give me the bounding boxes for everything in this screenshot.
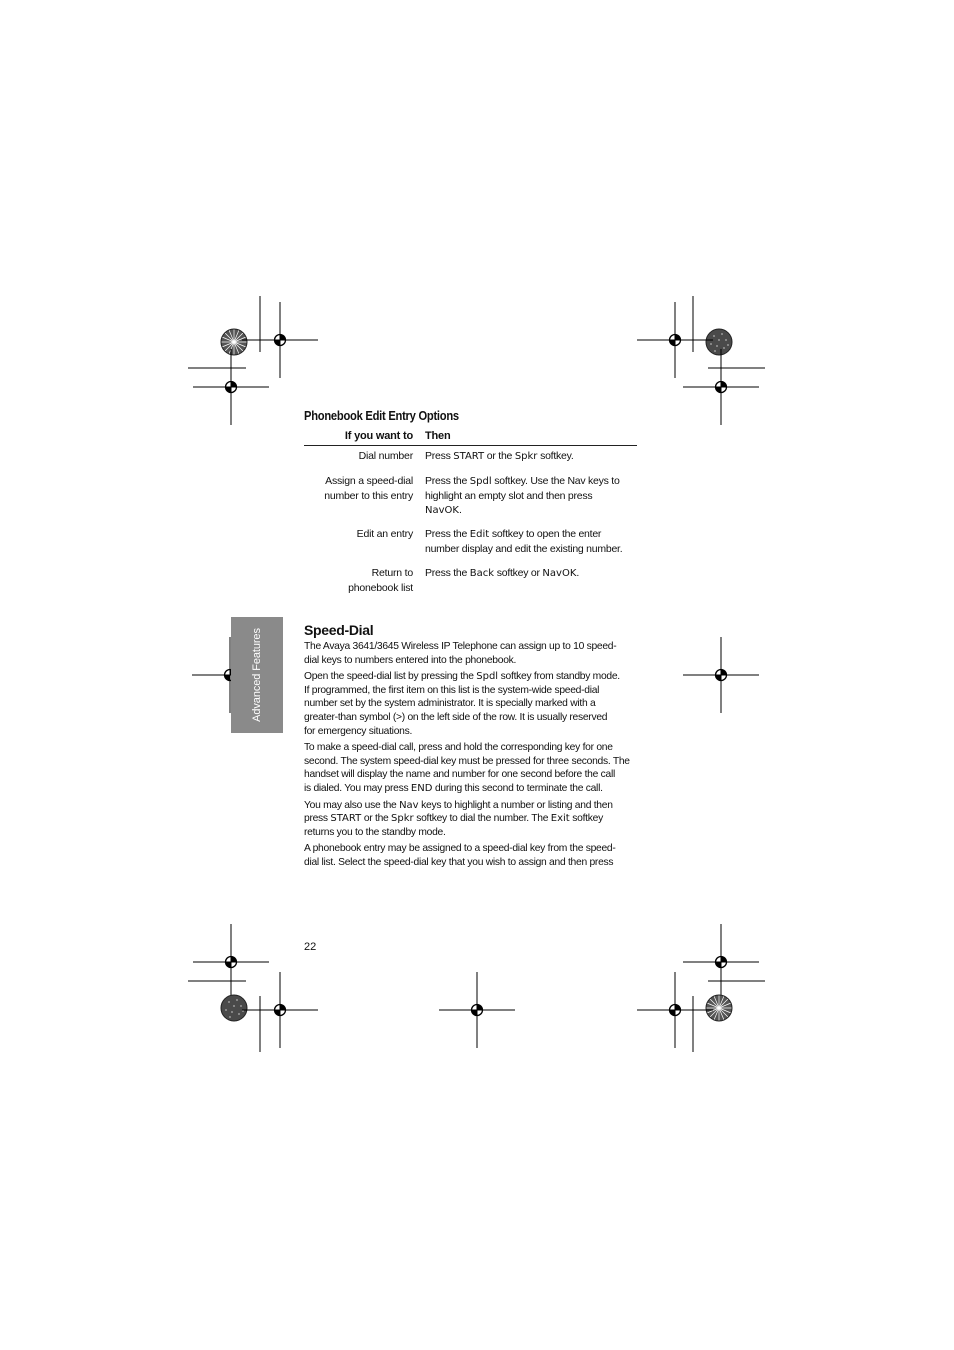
key-name: Back [469, 568, 495, 579]
text-run: softkey from standby mode. [498, 671, 620, 683]
text-run: softkey to dial the number. The [413, 813, 551, 825]
table-cell-action [425, 566, 639, 581]
page-number: 22 [304, 941, 317, 953]
text-run: returns you to the standby mode. [304, 826, 446, 838]
text-run: greater-than symbol (>) on the left side of the row. It is usually reserved [304, 711, 608, 723]
text-run: softkey. [537, 450, 574, 462]
cell-line [425, 503, 639, 518]
text-run: Press the [425, 528, 470, 540]
text-run: Press the [425, 475, 470, 487]
paragraph-line [304, 812, 638, 826]
text-run: . [458, 504, 462, 516]
cell-line: Return to [371, 567, 413, 579]
text-run: softkey. Use the Nav keys to [491, 475, 620, 487]
paragraph-line [304, 684, 638, 698]
text-run: softkey to open the enter [489, 528, 602, 540]
key-name: Spdl [469, 476, 492, 487]
text-run: is dialed. You may press [304, 782, 411, 794]
paragraph-line [304, 799, 638, 813]
table-cell-action [425, 474, 639, 518]
cell-line [425, 542, 639, 556]
text-run: . [576, 567, 580, 579]
paragraph [304, 842, 638, 869]
speed-dial-body [304, 640, 638, 873]
paragraph-line [304, 842, 638, 856]
key-name: Edit [469, 529, 490, 540]
table-cell-condition [304, 449, 413, 464]
cell-line: Dial number [358, 450, 413, 462]
text-run: keys to highlight a number or listing and then [418, 799, 613, 811]
text-run: Open the speed-dial list by pressing the [304, 671, 477, 683]
text-run: You may also use the [304, 799, 400, 811]
text-run: The Avaya 3641/3645 Wireless IP Telephone can assign up to 10 speed- [304, 641, 617, 652]
cell-line: Edit an entry [356, 528, 413, 540]
text-run: or the [484, 450, 515, 462]
section-title: Phonebook Edit Entry Options [304, 408, 459, 423]
text-run: during this second to terminate the call. [432, 782, 603, 794]
cell-line: Assign a speed-dial [325, 475, 413, 487]
paragraph-line [304, 755, 638, 769]
text-run: press [304, 813, 331, 825]
table-cell-action [425, 449, 639, 464]
table-cell-condition [304, 566, 413, 595]
paragraph [304, 741, 638, 795]
text-run: Press the [425, 567, 470, 579]
table-cell-condition [304, 474, 413, 503]
key-name: Spdl [476, 671, 499, 683]
paragraph-line [304, 654, 638, 668]
key-name: START [330, 813, 362, 825]
key-name: NavOK [542, 568, 577, 579]
table-cell-condition [304, 527, 413, 542]
text-run: Press [425, 450, 454, 462]
cell-line [425, 449, 639, 464]
paragraph-line [304, 670, 638, 684]
paragraph [304, 799, 638, 840]
text-run: To make a speed-dial call, press and hold the corresponding key for one [304, 742, 613, 754]
cell-line: phonebook list [348, 581, 413, 594]
key-name: NavOK [425, 505, 459, 516]
paragraph-line [304, 741, 638, 755]
text-run: handset will display the name and number for one second before the call [304, 769, 615, 781]
key-name: Exit [550, 813, 570, 825]
paragraph-line [304, 640, 638, 654]
text-run: dial list. Select the speed-dial key that you wish to assign and then press [304, 856, 614, 868]
paragraph-line [304, 826, 638, 840]
text-run: A phonebook entry may be assigned to a speed-dial key from the speed- [304, 843, 616, 855]
paragraph [304, 670, 638, 738]
paragraph-line [304, 856, 638, 870]
speed-dial-heading: Speed-Dial [304, 622, 374, 638]
text-run: softkey [569, 813, 603, 825]
paragraph-line [304, 725, 638, 739]
paragraph-line [304, 697, 638, 711]
key-name: Nav [399, 799, 419, 811]
cell-line [425, 527, 639, 542]
cell-line [425, 489, 639, 503]
cell-line [425, 474, 639, 489]
text-run: dial keys to numbers entered into the phonebook. [304, 654, 517, 666]
table-header-condition: If you want to [344, 430, 413, 442]
paragraph [304, 640, 638, 667]
key-name: END [410, 782, 433, 794]
key-name: Spkr [514, 451, 538, 462]
text-run: softkey or [494, 567, 543, 579]
cell-line [425, 566, 639, 581]
table-cell-action [425, 527, 639, 556]
chapter-tab-label: Advanced Features [251, 628, 263, 722]
text-run: number set by the system administrator. It is specially marked with a [304, 698, 596, 710]
table-header-action: Then [425, 430, 451, 442]
cell-line: number to this entry [324, 489, 413, 502]
text-run: If programmed, the first item on this list is the system-wide speed-dial [304, 684, 600, 696]
key-name: Spkr [391, 813, 414, 825]
paragraph-line [304, 711, 638, 725]
text-run: for emergency situations. [304, 725, 413, 737]
text-run: highlight an empty slot and then press [425, 490, 593, 502]
text-run: or the [361, 813, 392, 825]
paragraph-line [304, 782, 638, 796]
table-header-rule [304, 445, 637, 446]
text-run: number display and edit the existing number. [425, 543, 623, 555]
text-run: second. The system speed-dial key must be pressed for three seconds. The [304, 755, 630, 767]
paragraph-line [304, 768, 638, 782]
key-name: START [453, 451, 485, 462]
